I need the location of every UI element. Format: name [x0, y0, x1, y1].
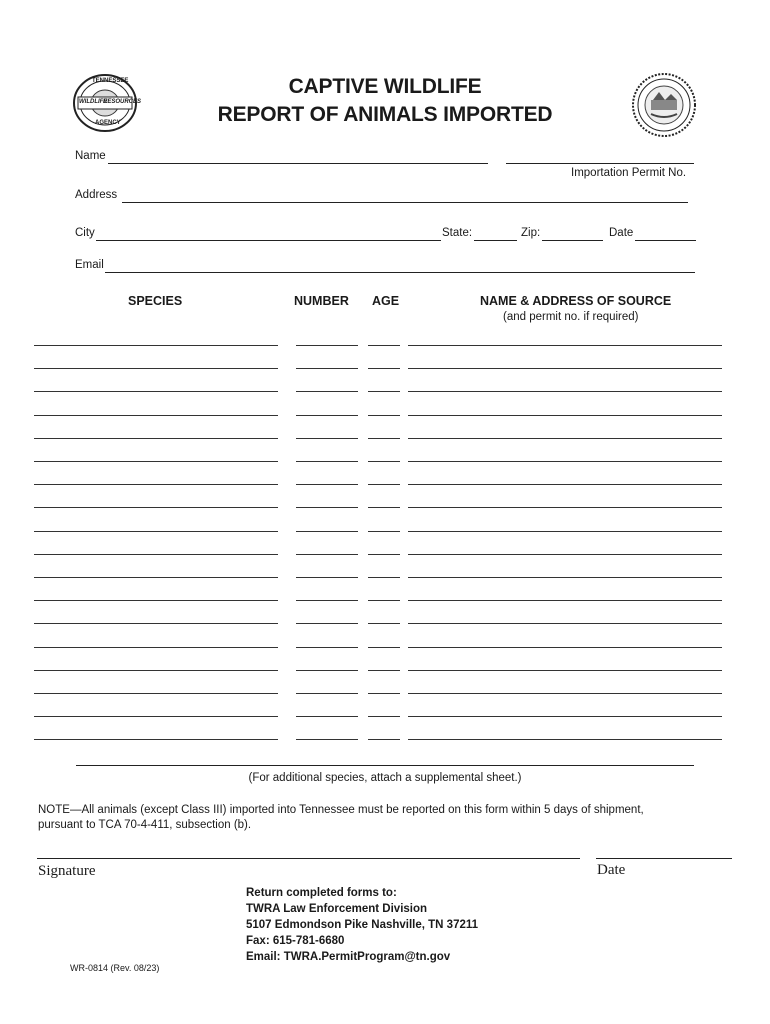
return-division: TWRA Law Enforcement Division: [246, 903, 428, 915]
signature-date-field[interactable]: [596, 858, 732, 859]
source-field[interactable]: [408, 554, 722, 555]
age-field[interactable]: [368, 368, 400, 369]
date-label: Date: [609, 227, 634, 239]
source-field[interactable]: [408, 461, 722, 462]
source-field[interactable]: [408, 647, 722, 648]
number-field[interactable]: [296, 391, 358, 392]
note-line-2: pursuant to TCA 70-4-411, subsection (b).: [38, 819, 252, 831]
return-address-block: [246, 885, 478, 965]
zip-label: Zip:: [521, 227, 541, 239]
supplemental-note: (For additional species, attach a supplemental sheet.): [248, 772, 522, 784]
name-field[interactable]: [108, 163, 488, 164]
species-field[interactable]: [34, 484, 278, 485]
number-field[interactable]: [296, 716, 358, 717]
species-field[interactable]: [34, 415, 278, 416]
age-field[interactable]: [368, 623, 400, 624]
signature-date-label: Date: [597, 862, 626, 878]
species-field[interactable]: [34, 507, 278, 508]
species-field[interactable]: [34, 531, 278, 532]
return-heading: Return completed forms to:: [246, 887, 397, 899]
species-field[interactable]: [34, 716, 278, 717]
species-column-header: SPECIES: [128, 294, 183, 308]
number-field[interactable]: [296, 484, 358, 485]
source-field[interactable]: [408, 415, 722, 416]
source-column-subheader: (and permit no. if required): [503, 311, 639, 323]
species-field[interactable]: [34, 693, 278, 694]
signature-field[interactable]: [37, 858, 580, 859]
age-field[interactable]: [368, 600, 400, 601]
source-field[interactable]: [408, 693, 722, 694]
age-field[interactable]: [368, 415, 400, 416]
return-fax: Fax: 615-781-6680: [246, 935, 345, 947]
importation-permit-field[interactable]: [506, 163, 694, 164]
age-field[interactable]: [368, 670, 400, 671]
age-field[interactable]: [368, 577, 400, 578]
signature-label: Signature: [38, 863, 96, 879]
number-field[interactable]: [296, 461, 358, 462]
state-field[interactable]: [474, 240, 517, 241]
species-field[interactable]: [34, 391, 278, 392]
source-field[interactable]: [408, 368, 722, 369]
source-field[interactable]: [408, 716, 722, 717]
return-email: Email: TWRA.PermitProgram@tn.gov: [246, 951, 451, 963]
seal-text-resources: RESOURCES: [103, 99, 142, 105]
source-column-header: NAME & ADDRESS OF SOURCE: [480, 294, 672, 308]
zip-field[interactable]: [542, 240, 603, 241]
name-label: Name: [75, 150, 106, 162]
source-field[interactable]: [408, 484, 722, 485]
age-field[interactable]: [368, 484, 400, 485]
number-field[interactable]: [296, 507, 358, 508]
number-field[interactable]: [296, 600, 358, 601]
species-field[interactable]: [34, 623, 278, 624]
age-field[interactable]: [368, 716, 400, 717]
age-field[interactable]: [368, 438, 400, 439]
seal-text-wildlife: WILDLIFE: [79, 99, 108, 105]
species-field[interactable]: [34, 739, 278, 740]
age-field[interactable]: [368, 507, 400, 508]
number-field[interactable]: [296, 415, 358, 416]
number-field[interactable]: [296, 623, 358, 624]
return-street-address: 5107 Edmondson Pike Nashville, TN 37211: [246, 919, 479, 931]
age-field[interactable]: [368, 345, 400, 346]
seal-text-bottom: AGENCY: [95, 120, 121, 126]
species-field[interactable]: [34, 670, 278, 671]
email-label: Email: [75, 259, 104, 271]
number-field[interactable]: [296, 531, 358, 532]
number-field[interactable]: [296, 693, 358, 694]
email-field[interactable]: [105, 272, 695, 273]
species-field[interactable]: [34, 368, 278, 369]
seal-text-top: TENNESSEE: [92, 78, 129, 84]
species-field[interactable]: [34, 438, 278, 439]
state-label: State:: [442, 227, 473, 239]
number-field[interactable]: [296, 577, 358, 578]
age-field[interactable]: [368, 554, 400, 555]
source-field[interactable]: [408, 623, 722, 624]
number-field[interactable]: [296, 554, 358, 555]
date-field[interactable]: [635, 240, 696, 241]
age-field[interactable]: [368, 739, 400, 740]
source-field[interactable]: [408, 345, 722, 346]
age-field[interactable]: [368, 647, 400, 648]
address-label: Address: [75, 189, 118, 201]
species-field[interactable]: [34, 577, 278, 578]
number-field[interactable]: [296, 438, 358, 439]
note-line-1: NOTE—All animals (except Class III) imported into Tennessee must be reported on this form within 5 days of shipment,: [38, 804, 644, 816]
age-field[interactable]: [368, 461, 400, 462]
species-field[interactable]: [34, 345, 278, 346]
form-title-line1: CAPTIVE WILDLIFE: [288, 75, 482, 98]
table-bottom-rule: [76, 765, 694, 766]
city-field[interactable]: [96, 240, 441, 241]
city-label: City: [75, 227, 95, 239]
species-field[interactable]: [34, 647, 278, 648]
number-field[interactable]: [296, 647, 358, 648]
number-field[interactable]: [296, 739, 358, 740]
source-field[interactable]: [408, 670, 722, 671]
age-field[interactable]: [368, 391, 400, 392]
importation-permit-label: Importation Permit No.: [571, 167, 687, 179]
source-field[interactable]: [408, 531, 722, 532]
address-field[interactable]: [122, 202, 688, 203]
source-field[interactable]: [408, 577, 722, 578]
species-field[interactable]: [34, 461, 278, 462]
age-field[interactable]: [368, 531, 400, 532]
age-column-header: AGE: [372, 294, 400, 308]
source-field[interactable]: [408, 438, 722, 439]
age-field[interactable]: [368, 693, 400, 694]
source-field[interactable]: [408, 739, 722, 740]
number-field[interactable]: [296, 670, 358, 671]
number-field[interactable]: [296, 345, 358, 346]
number-field[interactable]: [296, 368, 358, 369]
source-field[interactable]: [408, 600, 722, 601]
number-column-header: NUMBER: [294, 294, 349, 308]
source-field[interactable]: [408, 507, 722, 508]
source-field[interactable]: [408, 391, 722, 392]
species-field[interactable]: [34, 554, 278, 555]
form-title-line2: REPORT OF ANIMALS IMPORTED: [217, 103, 553, 126]
form-number: WR-0814 (Rev. 08/23): [70, 963, 160, 973]
species-field[interactable]: [34, 600, 278, 601]
